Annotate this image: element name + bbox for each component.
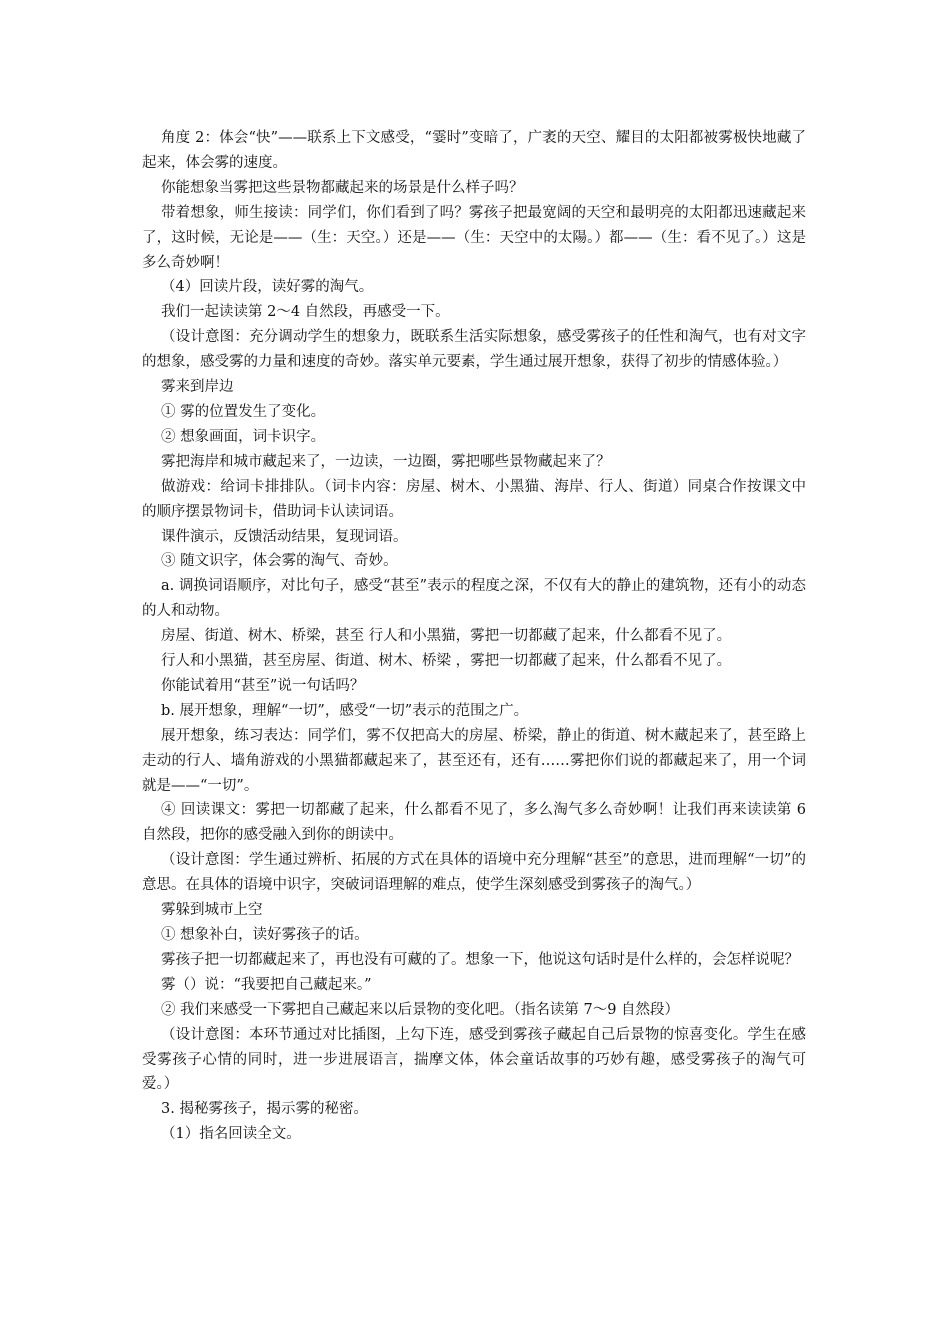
- paragraph-reread-text: ④ 回读课文：雾把一切都藏了起来，什么都看不见了，多么淘气多么奇妙啊！让我们再来读读第 6 自然段，把你的感受融入到你的朗读中。: [142, 802, 806, 844]
- paragraph-example-sentence-2: 行人和小黑猫，甚至房屋、街道、树木、桥梁 ，雾把一切都藏了起来，什么都看不见了。: [161, 653, 732, 670]
- paragraph-angle-2: 角度 2：体会“快”——联系上下文感受，“霎时”变暗了，广袤的天空、耀目的太阳都被雾极快地藏了起来，体会雾的速度。: [142, 130, 806, 171]
- paragraph-fog-says: 雾（）说：“我要把自己藏起来。”: [161, 976, 372, 993]
- paragraph-fog-position: ① 雾的位置发生了变化。: [161, 403, 326, 420]
- paragraph-read-together: 我们一起读读第 2～4 自然段，再感受一下。: [161, 304, 450, 321]
- paragraph-word-order: a. 调换词语顺序，对比句子，感受“甚至”表示的程度之深，不仅有大的静止的建筑物，还有小的动态的人和动物。: [142, 578, 806, 620]
- document-page: [142, 126, 806, 1147]
- paragraph-design-intent-2: （设计意图：学生通过辨析、拓展的方式在具体的语境中充分理解“甚至”的意思，进而理解“一切”的意思。在具体的语境中识字，突破词语理解的难点，使学生深刻感受到雾孩子的淘气。）: [142, 852, 806, 894]
- paragraph-heading-fog-city: 雾躲到城市上空: [161, 902, 263, 919]
- paragraph-feel-changes: ② 我们来感受一下雾把自己藏起来以后景物的变化吧。（指名读第 7～9 自然段）: [161, 1001, 680, 1018]
- paragraph-reread-full-text: （1）指名回读全文。: [161, 1126, 301, 1143]
- paragraph-design-intent-3: （设计意图：本环节通过对比插图，上勾下连，感受到雾孩子藏起自己后景物的惊喜变化。学生在感受雾孩子心情的同时，进一步进展语言，揣摩文体，体会童话故事的巧妙有趣，感受雾孩子的淘气可爱。）: [142, 1026, 806, 1093]
- paragraph-imagine-question: 你能想象当雾把这些景物都藏起来的场景是什么样子吗？: [161, 179, 524, 196]
- paragraph-example-sentence-1: 房屋、街道、树木、桥梁，甚至 行人和小黑猫，雾把一切都藏了起来，什么都看不见了。: [161, 628, 732, 645]
- paragraph-imagine-fill: ① 想象补白，读好雾孩子的话。: [161, 927, 369, 943]
- paragraph-fog-hid-everything: 雾孩子把一切都藏起来了，再也没有可藏的了。想象一下，他说这句话时是什么样的，会怎样说呢？: [161, 951, 799, 968]
- paragraph-circle-reading: 雾把海岸和城市藏起来了，一边读，一边圈，雾把哪些景物藏起来了？: [161, 453, 611, 470]
- paragraph-reveal-secret: 3. 揭秘雾孩子，揭示雾的秘密。: [161, 1101, 368, 1118]
- paragraph-design-intent-1: （设计意图：充分调动学生的想象力，既联系生活实际想象，感受雾孩子的任性和淘气，也有对文字的想象，感受雾的力量和速度的奇妙。落实单元要素，学生通过展开想象，获得了初步的情感体验。）: [142, 329, 806, 371]
- paragraph-word-recognition: ③ 随文识字，体会雾的淘气、奇妙。: [161, 553, 398, 570]
- paragraph-reread-section: （4）回读片段，读好雾的淘气。: [161, 279, 374, 296]
- paragraph-game: 做游戏：给词卡排排队。（词卡内容：房屋、树木、小黑猫、海岸、行人、街道）同桌合作按课文中的顺序摆景物词卡，借助词卡认读词语。: [142, 478, 806, 520]
- paragraph-understand-yiqie: b. 展开想象，理解“一切”，感受“一切”表示的范围之广。: [161, 702, 529, 719]
- paragraph-teacher-student-reading: 带着想象，师生接读：同学们，你们看到了吗？雾孩子把最宽阔的天空和最明亮的太阳都迅速藏起来了，这时候，无论是——（生：天空。）还是——（生：天空中的太陽。）都——（生：看不见了。）这是多么奇妙啊！: [142, 204, 806, 271]
- paragraph-shenzhi-question: 你能试着用“甚至”说一句话吗？: [161, 677, 365, 694]
- paragraph-courseware-demo: 课件演示，反馈活动结果，复现词语。: [161, 528, 408, 545]
- paragraph-expression-practice: 展开想象，练习表达：同学们，雾不仅把高大的房屋、桥梁，静止的街道、树木藏起来了，甚至路上走动的行人、墙角游戏的小黑猫都藏起来了，甚至还有，还有……雾把你们说的都藏起来了，用一个词就是——“一切”。: [142, 727, 806, 794]
- paragraph-heading-fog-shore: 雾来到岸边: [161, 379, 234, 396]
- paragraph-imagine-word-cards: ② 想象画面，词卡识字。: [161, 428, 326, 445]
